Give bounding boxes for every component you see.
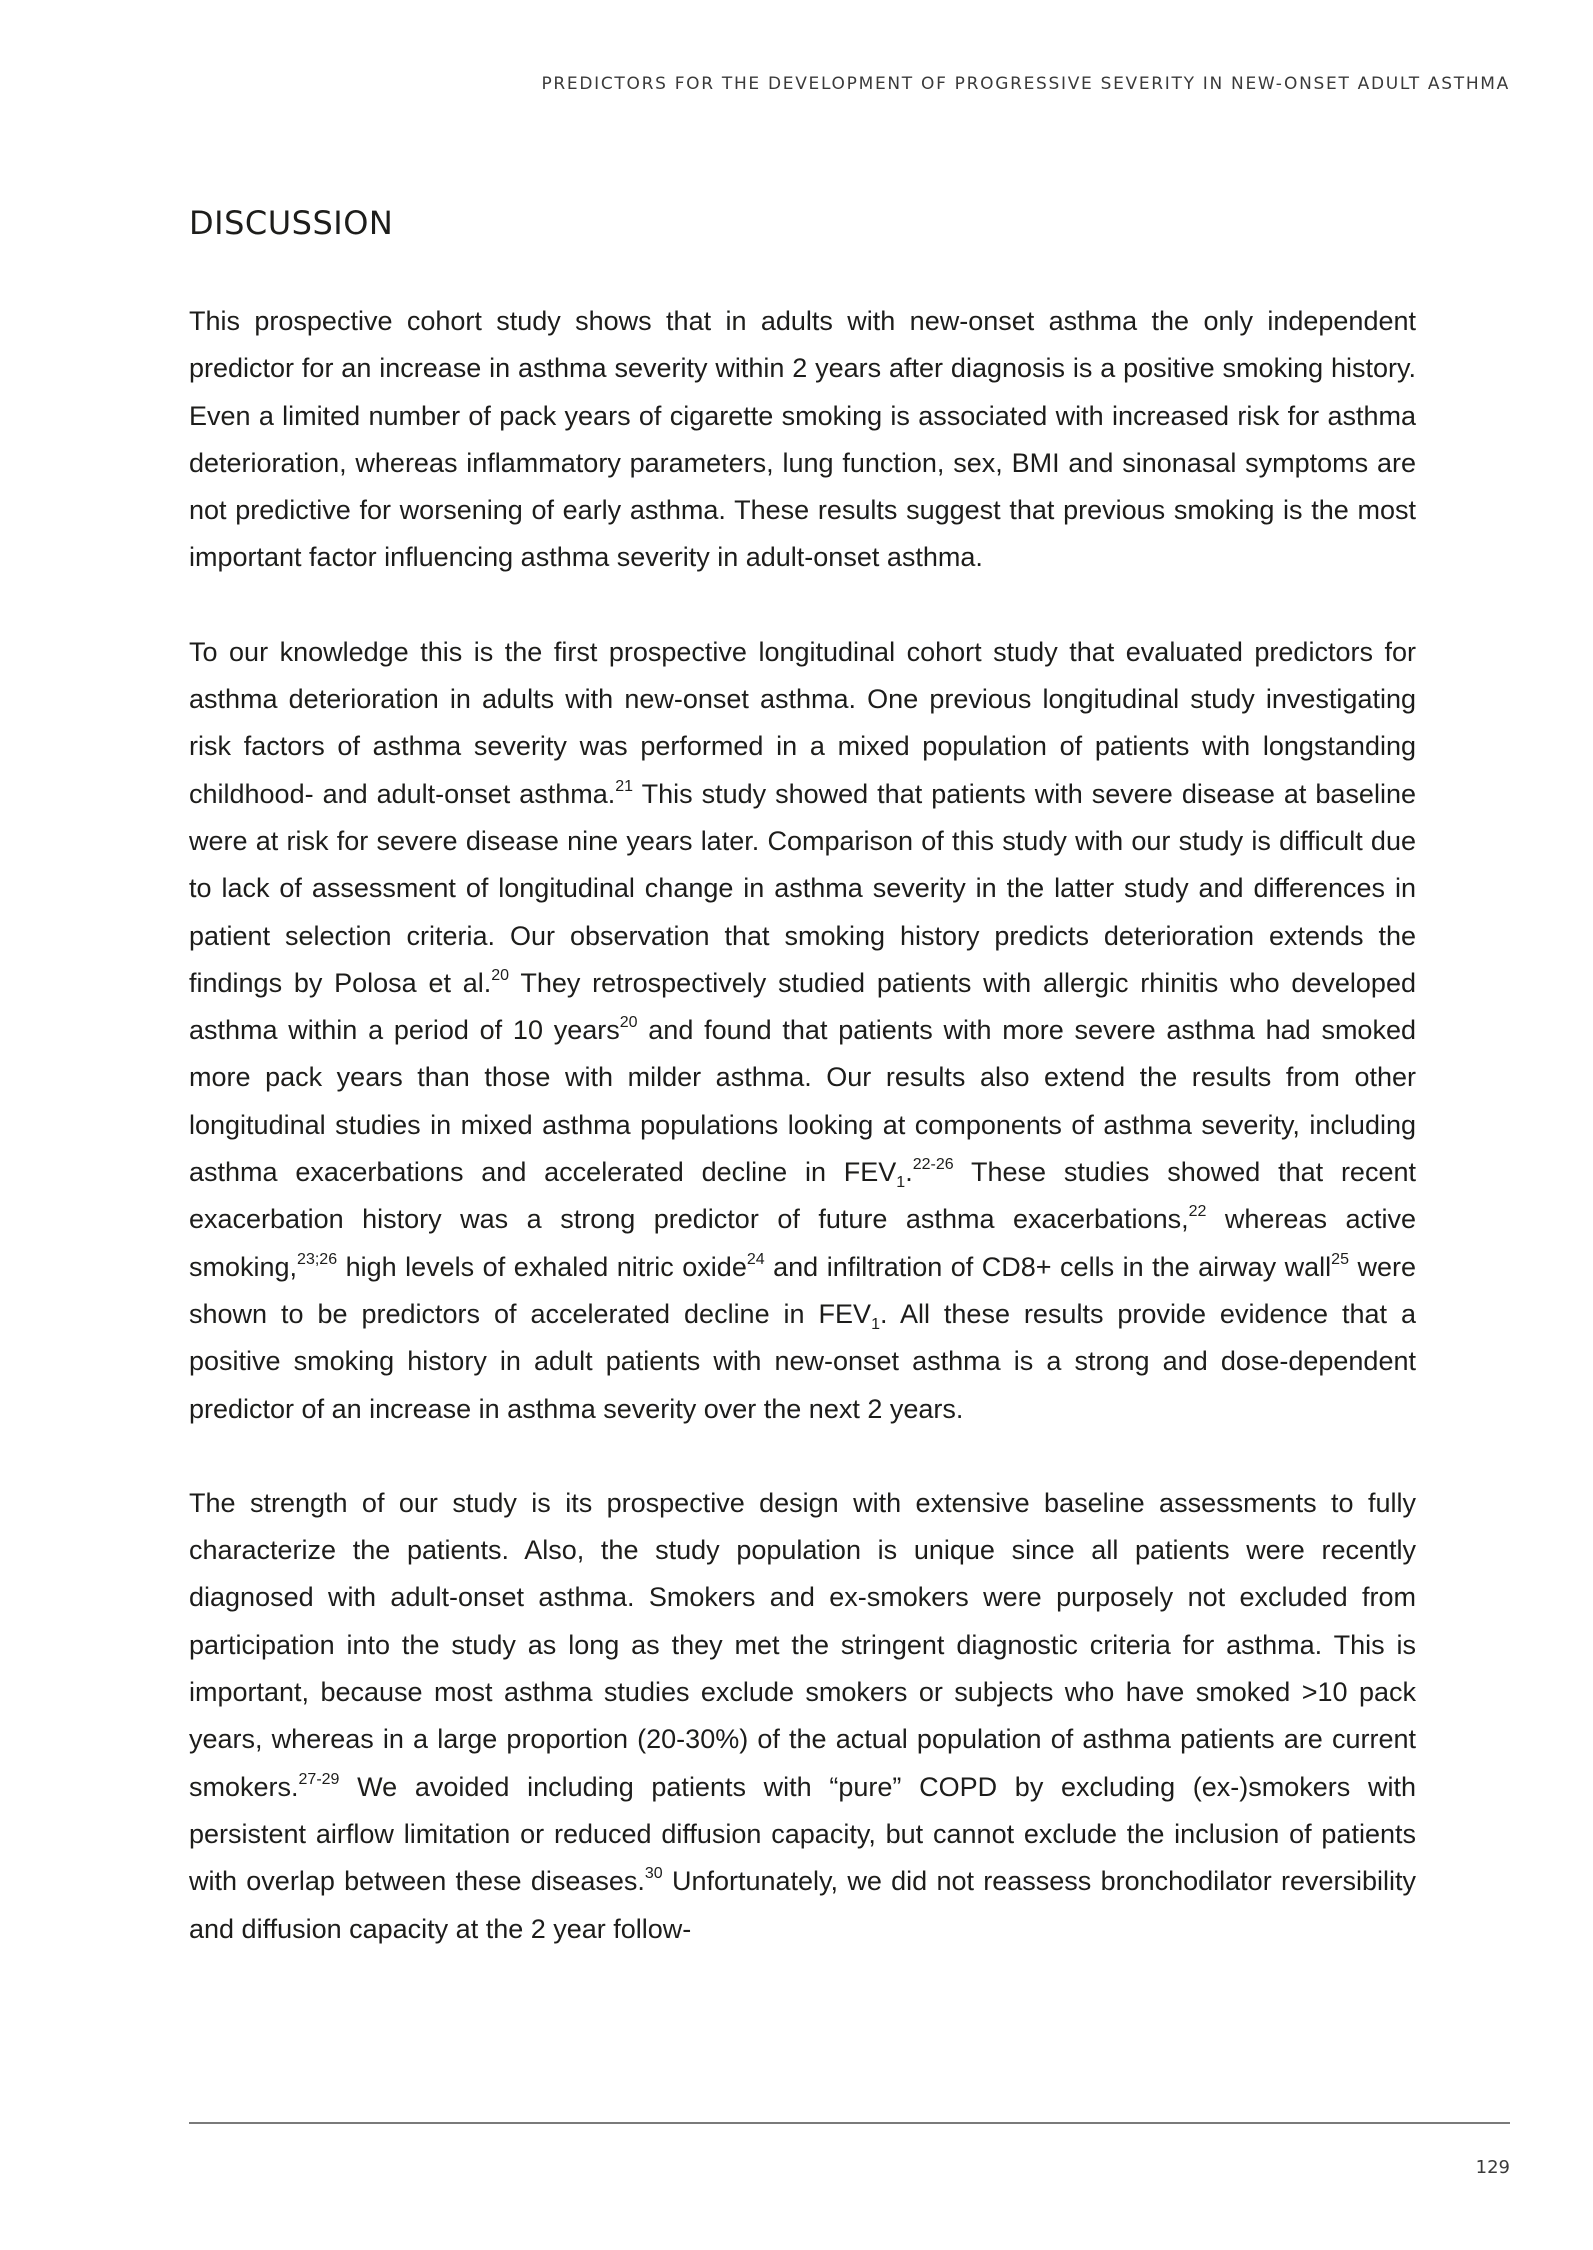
citation-ref: 20 [619,1014,638,1032]
citation-ref: 30 [644,1865,663,1883]
citation-ref: 21 [615,777,634,795]
page-number: 129 [1475,2157,1510,2178]
text-span: To our knowledge this is the first prospective longitudinal cohort study that evaluated predictors for asthma deterioration in adults with new-onset asthma. One previous longitudinal study investigating risk factors of asthma severity was performed in a mixed population of patients with longstanding childhood- and adult-onset asthma. [189,636,1416,809]
subscript: 1 [871,1315,880,1333]
paragraph-strengths [189,1480,1416,1953]
text-span: Unfortunately, we did not reassess bronchodilator reversibility and diffusion capacity at the 2 year follow- [189,1866,1416,1944]
footer-divider [189,2122,1510,2124]
citation-ref: 23;26 [297,1250,338,1268]
text-span: and found that patients with more severe asthma had smoked more pack years than those with milder asthma. Our results also extend the results from other longitudinal studies in mixed asthma populations looking at components of asthma severity, including asthma exacerbations and accelerated decline in FEV [189,1015,1416,1188]
text-span: They retrospectively studied patients with allergic rhinitis who developed asthma within a period of 10 years [189,967,1416,1046]
text-span: The strength of our study is its prospective design with extensive baseline assessments to fully characterize the patients. Also, the study population is unique since all patients were recently diagnosed with adult-onset asthma. Smokers and ex-smokers were purposely not excluded from participation into the study as long as they met the stringent diagnostic criteria for asthma. This is important, because most asthma studies exclude smokers or subjects who have smoked >10 pack years, whereas in a large proportion (20-30%) of the actual population of asthma patients are current smokers. [189,1487,1416,1802]
running-head: PREDICTORS FOR THE DEVELOPMENT OF PROGRESSIVE SEVERITY IN NEW-ONSET ADULT ASTHMA [541,74,1510,94]
paragraph-summary: This prospective cohort study shows that in adults with new-onset asthma the only independent predictor for an increase in asthma severity within 2 years after diagnosis is a positive smoking history. Even a limited number of pack years of cigarette smoking is associated with increased risk for asthma deterioration, whereas inflammatory parameters, lung function, sex, BMI and sinonasal symptoms are not predictive for worsening of early asthma. These results suggest that previous smoking is the most important factor influencing asthma severity in adult-onset asthma. [189,306,1416,573]
text-span: . [905,1157,913,1188]
text-span: high levels of exhaled nitric oxide [337,1251,747,1282]
text-span: and infiltration of CD8+ cells in the airway wall [764,1251,1332,1282]
text-span: These studies showed that recent exacerbation history was a strong predictor of future asthma exacerbations, [189,1157,1416,1235]
paragraph-literature [189,629,1416,1433]
citation-ref: 22 [1188,1203,1207,1221]
section-title: DISCUSSION [189,204,394,242]
citation-ref: 22-26 [912,1156,954,1174]
text-span: We avoided including patients with “pure” COPD by excluding (ex-)smokers with persistent airflow limitation or reduced diffusion capacity, but cannot exclude the inclusion of patients with overlap between these diseases. [189,1771,1416,1897]
citation-ref: 24 [746,1250,765,1268]
citation-ref: 20 [491,966,510,984]
subscript: 1 [896,1174,906,1192]
text-span: This study showed that patients with severe disease at baseline were at risk for severe disease nine years later. Comparison of this study with our study is difficult due to lack of assessment of longitudinal change in asthma severity in the latter study and differences in patient selection criteria. Our observation that smoking history predicts deterioration extends the findings by Polosa et al. [189,778,1416,998]
text-span: whereas active smoking, [189,1204,1417,1282]
body-text [189,298,1416,1953]
citation-ref: 25 [1331,1250,1349,1268]
text-span: were shown to be predictors of accelerated decline in FEV [189,1251,1416,1329]
citation-ref: 27-29 [298,1770,340,1788]
text-span: . All these results provide evidence that a positive smoking history in adult patients with new-onset asthma is a strong and dose-dependent predictor of an increase in asthma severity over the next 2 years. [189,1298,1416,1424]
